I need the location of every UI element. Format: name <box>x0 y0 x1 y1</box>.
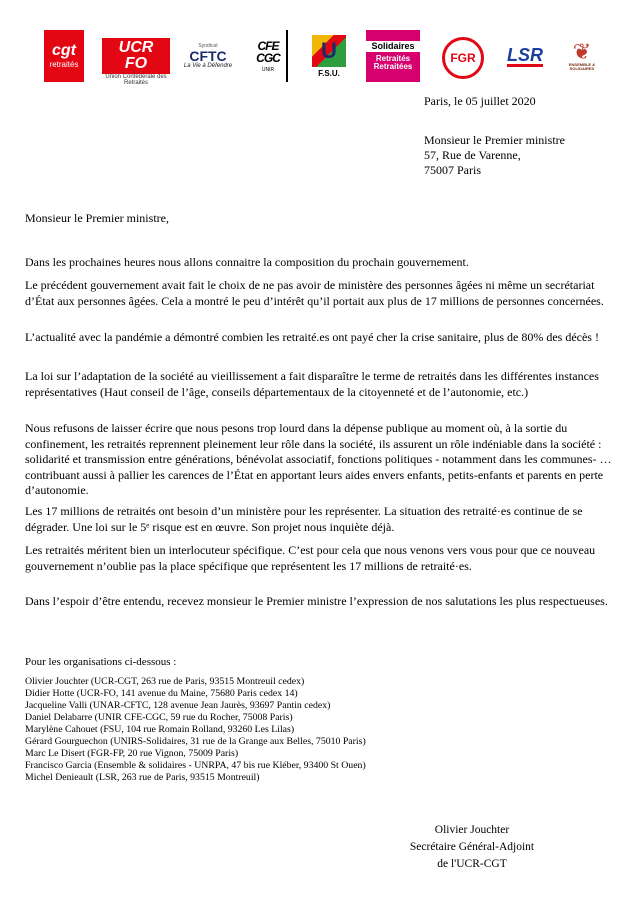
recipient-street: 57, Rue de Varenne, <box>424 148 521 162</box>
signature-name: Olivier Jouchter <box>434 824 510 836</box>
signature-org: de l'UCR-CGT <box>437 858 507 870</box>
paragraph-7: Les retraités méritent bien un interlocuteur spécifique. C’est pour cela que nous venons vers vous pour que ce nouveau gouvernement n’oublie pas la place spécifique que représentent les 17 millions de retraité·es. <box>25 543 596 573</box>
paragraph-1: Dans les prochaines heures nous allons connaitre la composition du prochain gouvernement. <box>25 255 469 269</box>
paragraph-4: La loi sur l’adaptation de la société au vieillissement a fait disparaître le terme de retraités dans les différentes instances représentatives (Haut conseil de l’âge, conseils départementaux de la citoyenneté et de l’autonomie, etc.) <box>25 369 599 399</box>
paragraph-2: Le précédent gouvernement avait fait le choix de ne pas avoir de ministère des personnes âgées ni même un secrétariat d’État aux personnes âgées. Cela a montré le peu d’intérêt qu’il portait aux plus de 17 millions de personnes concernées. <box>25 278 604 308</box>
letter-date: Paris, le 05 juillet 2020 <box>424 94 536 108</box>
fgr-fp-logo: FGR <box>436 34 490 82</box>
cftc-logo: Syndicat CFTC La Vie à Défendre <box>183 42 233 69</box>
signature-title: Secrétaire Général-Adjoint <box>409 841 535 853</box>
recipient-city: 75007 Paris <box>424 163 481 177</box>
recipient-name: Monsieur le Premier ministre <box>424 133 565 147</box>
ensemble-solidaires-logo: ❦ ENSEMBLE & SOLIDAIRES <box>568 39 596 71</box>
paragraph-6: Les 17 millions de retraités ont besoin d’un ministère pour les représenter. La situation des retraité·es continue de se dégrader. Une loi sur le 5ᵉ risque est en œuvre. Son projet nous inquiète déjà. <box>25 504 583 534</box>
paragraph-3: L’actualité avec la pandémie a démontré combien les retraité.es ont payé cher la crise sanitaire, plus de 80% des décès ! <box>25 330 599 344</box>
fsu-logo: U F.S.U. <box>306 30 352 82</box>
salutation: Monsieur le Premier ministre, <box>25 211 169 225</box>
org-line: Gérard Gourguechon (UNIRS-Solidaires, 31 rue de la Grange aux Belles, 75010 Paris) <box>25 736 366 747</box>
org-line: Marc Le Disert (FGR-FP, 20 rue Vignon, 75009 Paris) <box>25 748 239 759</box>
union-logos-banner <box>44 30 604 86</box>
org-line: Daniel Delabarre (UNIR CFE-CGC, 59 rue du Rocher, 75008 Paris) <box>25 712 293 723</box>
cgt-retraites-logo: cgt retraités <box>44 30 84 82</box>
cfe-cgc-logo: CFE CGC UNIR <box>250 30 288 82</box>
org-line: Jacqueline Valli (UNAR-CFTC, 128 avenue Jean Jaurès, 93697 Pantin cedex) <box>25 700 331 711</box>
org-line: Didier Hotte (UCR-FO, 141 avenue du Maine, 75680 Paris cedex 14) <box>25 688 298 699</box>
org-line: Michel Denieault (LSR, 263 rue de Paris, 93515 Montreuil) <box>25 772 260 783</box>
org-line: Francisco Garcia (Ensemble & solidaires - UNRPA, 47 bis rue Kléber, 93400 St Ouen) <box>25 760 366 771</box>
orgs-intro: Pour les organisations ci-dessous : <box>25 656 177 668</box>
ucr-fo-logo: UCR FO Union Confédérale des Retraités <box>102 42 170 82</box>
paragraph-5: Nous refusons de laisser écrire que nous pesons trop lourd dans la dépense publique au moment où, à la sortie du confinement, les retraités reprennent pleinement leur rôle dans la société, ils assurent un rôle indéniable dans la société : solidarité et transmission entre générations, bénévolat associatif, fonctions politiques - notamment dans les communes- … contribuant aussi à pallier les carences de l’État en apportant leurs aides envers enfants, petits-enfants et parents en perte d’autonomie. <box>25 421 612 497</box>
org-line: Olivier Jouchter (UCR-CGT, 263 rue de Paris, 93515 Montreuil cedex) <box>25 676 305 687</box>
solidaires-retraites-logo: Solidaires Retraités Retraitées <box>366 30 420 82</box>
tree-icon: ❦ <box>572 39 592 64</box>
org-line: Marylène Cahouet (FSU, 104 rue Romain Rolland, 93260 Les Lilas) <box>25 724 295 735</box>
paragraph-closing: Dans l’espoir d’être entendu, recevez monsieur le Premier ministre l’expression de nos salutations les plus respectueuses. <box>25 594 608 608</box>
lsr-logo: LSR <box>507 44 543 65</box>
